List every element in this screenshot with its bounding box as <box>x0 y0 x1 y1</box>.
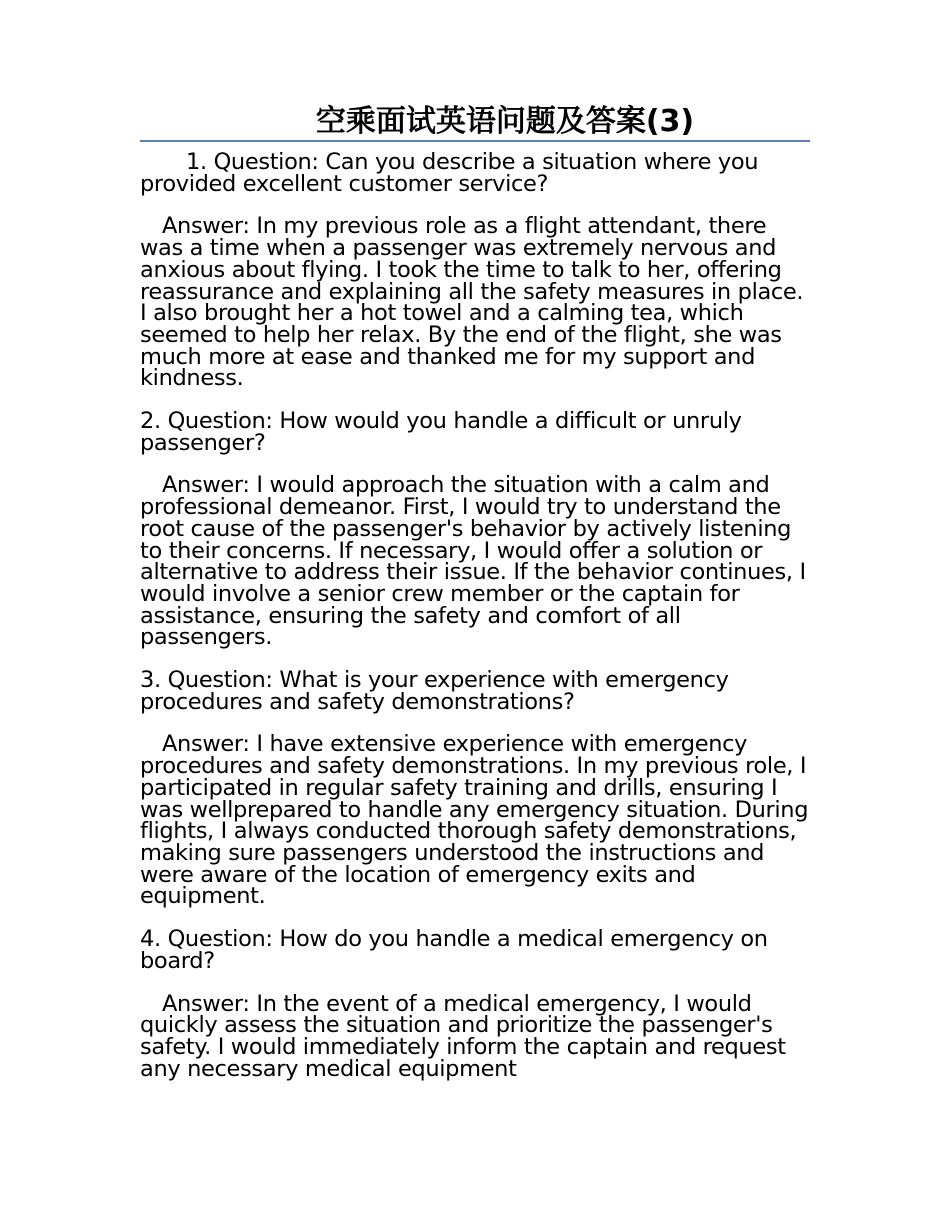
question-2: 2. Question: How would you handle a difficult or unruly passenger? <box>140 408 742 456</box>
title-underline <box>140 140 810 142</box>
answer-4: Answer: In the event of a medical emergency, I would quickly assess the situation and prioritize the passenger's safety. I would immediately inform the captain and request any necessary medical equipment <box>140 990 786 1082</box>
answer-1: Answer: In my previous role as a flight attendant, there was a time when a passenger was extremely nervous and anxious about flying. I took the time to talk to her, offering reassurance and explaining all the safety measures in place. I also brought her a hot towel and a calming tea, which seemed to help her relax. By the end of the flight, she was much more at ease and thanked me for my support and kindness. <box>140 213 804 392</box>
qa-item-2 <box>140 408 810 651</box>
qa-item-3 <box>140 667 810 910</box>
qa-item-1 <box>140 149 810 392</box>
document-page <box>140 100 810 1080</box>
qa-item-4 <box>140 926 810 1082</box>
document-title: 空乘面试英语问题及答案(3) <box>315 104 695 139</box>
answer-2: Answer: I would approach the situation with a calm and professional demeanor. First, I would try to understand the root cause of the passenger's behavior by actively listening to their concerns. If necessary, I would offer a solution or alternative to address their issue. If the behavior continues, I would involve a senior crew member or the captain for assistance, ensuring the safety and comfort of all passengers. <box>140 472 806 651</box>
answer-3: Answer: I have extensive experience with emergency procedures and safety demonstrations. In my previous role, I participated in regular safety training and drills, ensuring I was wellprepared to handle any emergency situation. During flights, I always conducted thorough safety demonstrations, making sure passengers understood the instructions and were aware of the location of emergency exits and equipment. <box>140 731 809 910</box>
question-3: 3. Question: What is your experience with emergency procedures and safety demonstrations? <box>140 667 729 715</box>
question-4: 4. Question: How do you handle a medical emergency on board? <box>140 926 768 974</box>
question-1: 1. Question: Can you describe a situation where you provided excellent customer service? <box>140 149 759 197</box>
